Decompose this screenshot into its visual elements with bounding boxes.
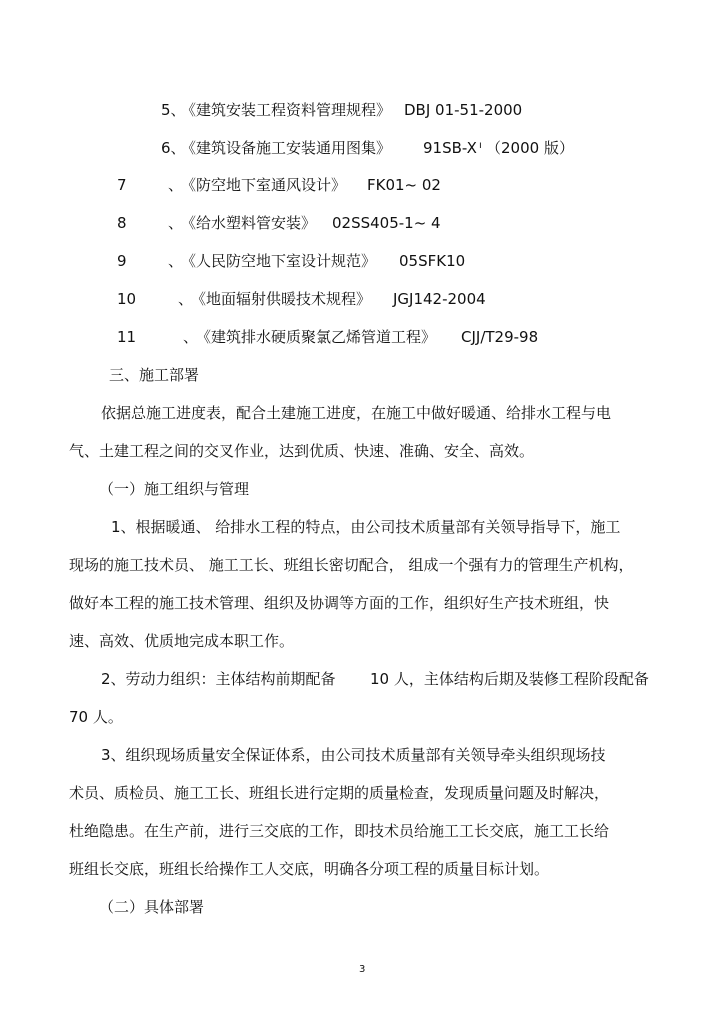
reference-number: 11 <box>117 328 137 346</box>
reference-code: FK01~ 02 <box>367 176 441 194</box>
reference-code: DBJ 01-51-2000 <box>404 101 523 119</box>
paragraph-line: 术员、质检员、施工工长、班组长进行定期的质量检查，发现质量问题及时解决， <box>69 784 610 802</box>
reference-code: 05SFK10 <box>399 252 466 270</box>
reference-title: 《防空地下室通风设计》 <box>181 176 347 194</box>
paragraph-line: 速、高效、优质地完成本职工作。 <box>69 632 295 650</box>
reference-number: 10 <box>117 290 137 308</box>
paragraph-line: 1、根据暖通、 给排水工程的特点，由公司技术质量部有关领导指导下，施工 <box>111 518 621 536</box>
reference-title: 《建筑排水硬质聚氯乙烯管道工程》 <box>196 328 437 346</box>
reference-edition: （2000 版） <box>486 139 574 157</box>
paragraph-line: 70 人。 <box>69 708 123 726</box>
reference-title: 《建筑设备施工安装通用图集》 <box>181 139 392 157</box>
paragraph-line: 现场的施工技术员、 施工工长、班组长密切配合， 组成一个强有力的管理生产机构， <box>69 556 634 574</box>
paragraph-line: 杜绝隐患。在生产前，进行三交底的工作，即技术员给施工工长交底，施工工长给 <box>69 822 610 840</box>
page-number: 3 <box>359 964 366 975</box>
paragraph-line: 做好本工程的施工技术管理、组织及协调等方面的工作，组织好生产技术班组，快 <box>69 594 610 612</box>
reference-separator: 、 <box>168 214 184 232</box>
paragraph-line: 班组长交底，班组长给操作工人交底，明确各分项工程的质量目标计划。 <box>69 860 550 878</box>
paragraph-line: 依据总施工进度表，配合土建施工进度，在施工中做好暖通、给排水工程与电 <box>101 404 612 422</box>
reference-code: 91SB-X <box>423 139 477 157</box>
reference-separator: 、 <box>168 252 184 270</box>
reference-title: 《建筑安装工程资料管理规程》 <box>181 101 392 119</box>
reference-title: 《给水塑料管安装》 <box>181 214 317 232</box>
reference-separator: 、 <box>168 176 184 194</box>
paragraph-segment: 10 人，主体结构后期及装修工程阶段配备 <box>370 670 649 688</box>
reference-title: 《地面辐射供暖技术规程》 <box>191 290 372 308</box>
reference-code: JGJ142-2004 <box>393 290 486 308</box>
reference-number: 6、 <box>161 139 186 157</box>
subsection-heading: （一）施工组织与管理 <box>99 480 250 498</box>
reference-mark: ı <box>479 140 482 151</box>
subsection-heading: （二）具体部署 <box>99 898 205 916</box>
reference-number: 8 <box>117 214 127 232</box>
reference-title: 《人民防空地下室设计规范》 <box>181 252 377 270</box>
reference-code: CJJ/T29-98 <box>461 328 539 346</box>
reference-code: 02SS405-1~ 4 <box>332 214 441 232</box>
paragraph-line: 3、组织现场质量安全保证体系，由公司技术质量部有关领导牵头组织现场技 <box>101 746 606 764</box>
reference-separator: 、 <box>178 290 194 308</box>
paragraph-segment: 2、劳动力组织：主体结构前期配备 <box>101 670 336 688</box>
reference-number: 9 <box>117 252 127 270</box>
reference-separator: 、 <box>183 328 199 346</box>
reference-number: 5、 <box>161 101 186 119</box>
paragraph-line: 气、土建工程之间的交叉作业，达到优质、快速、准确、安全、高效。 <box>69 442 535 460</box>
section-heading: 三、施工部署 <box>109 366 200 384</box>
reference-number: 7 <box>117 176 127 194</box>
